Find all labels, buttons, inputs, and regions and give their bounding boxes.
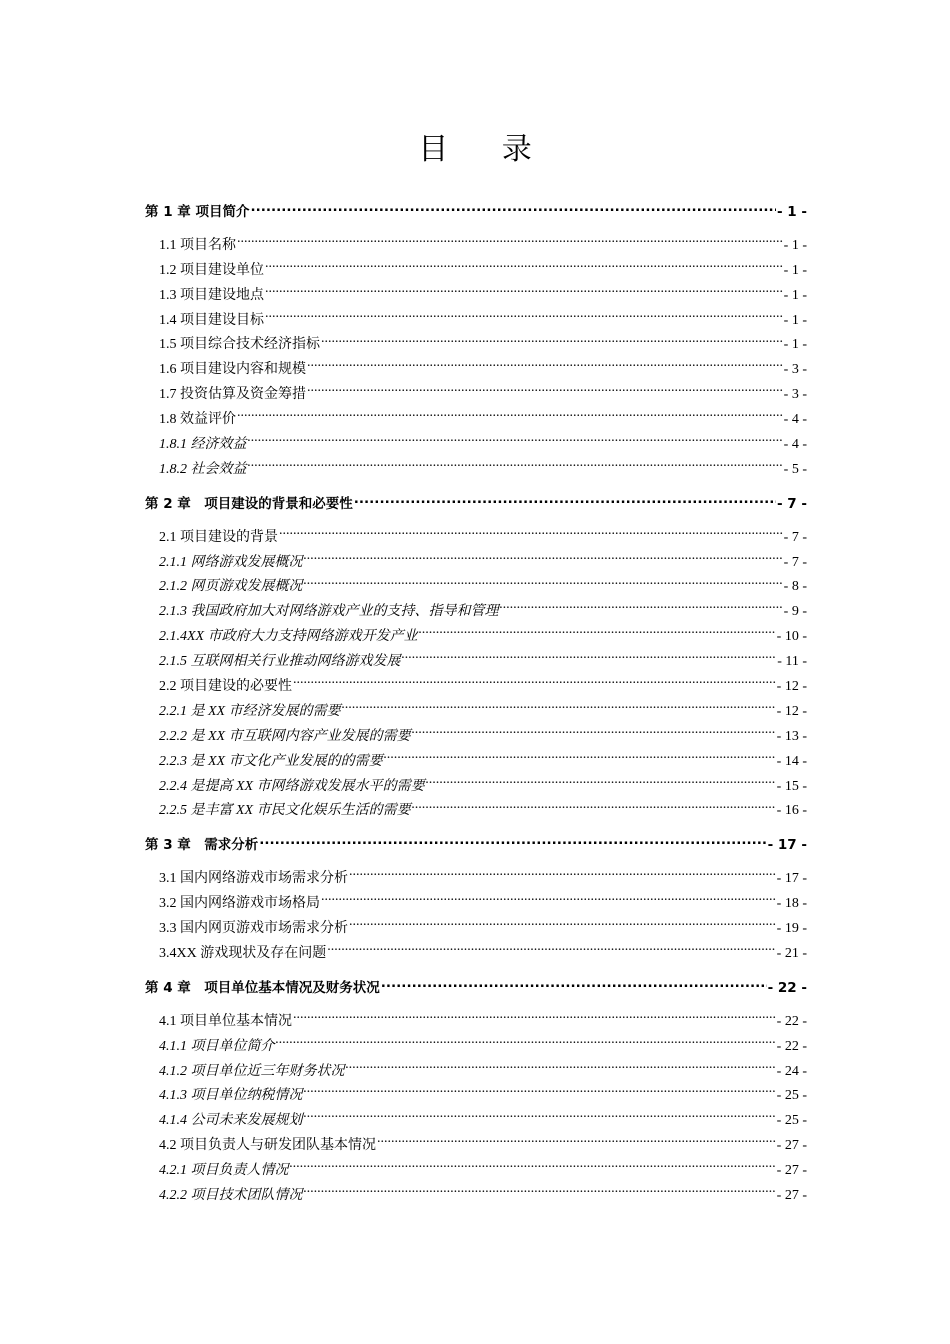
toc-page-number: - 25 -: [776, 1113, 807, 1129]
toc-entry[interactable]: [145, 775, 807, 800]
page-title: 目 录: [418, 132, 554, 167]
toc-dot-leader: [304, 552, 783, 566]
toc-page-number: - 22 -: [776, 1013, 807, 1029]
toc-page-number: - 11 -: [777, 654, 807, 670]
toc-entry-label: 3.4XX 游戏现状及存在问题: [159, 945, 327, 961]
toc-page-number: - 9 -: [783, 604, 807, 620]
toc-entry[interactable]: [145, 234, 807, 259]
toc-page-number: - 24 -: [776, 1063, 807, 1079]
toc-dot-leader: [259, 836, 766, 850]
toc-page-number: - 7 -: [783, 529, 807, 545]
toc-dot-leader: [304, 1085, 776, 1099]
toc-page-number: - 1 -: [783, 287, 807, 303]
toc-dot-leader: [500, 601, 783, 615]
toc-dot-leader: [377, 1135, 776, 1149]
toc-entry[interactable]: [145, 1109, 807, 1134]
toc-chapter-entry[interactable]: [145, 976, 807, 1001]
toc-dot-leader: [327, 943, 775, 957]
toc-dot-leader: [265, 285, 783, 299]
toc-dot-leader: [248, 459, 783, 473]
toc-page-number: - 4 -: [783, 437, 807, 453]
toc-entry[interactable]: [145, 333, 807, 358]
toc-entry[interactable]: [145, 1084, 807, 1109]
toc-entry[interactable]: [145, 526, 807, 551]
toc-dot-leader: [419, 626, 776, 640]
toc-entry[interactable]: [145, 259, 807, 284]
toc-dot-leader: [290, 1160, 776, 1174]
toc-entry-label: 2.1.4XX 市政府大力支持网络游戏开发产业: [159, 629, 418, 645]
toc-page-number: - 8 -: [783, 579, 807, 595]
toc-page-number: - 5 -: [783, 461, 807, 477]
toc-dot-leader: [293, 1011, 776, 1025]
toc-page-number: - 1 -: [783, 262, 807, 278]
toc-dot-leader: [248, 434, 783, 448]
toc-dot-leader: [237, 235, 783, 249]
toc-entry-label: 第 1 章 项目简介: [145, 204, 250, 220]
toc-dot-leader: [349, 918, 776, 932]
toc-page-number: - 27 -: [776, 1187, 807, 1203]
toc-entry-label: 第 2 章 项目建设的背景和必要性: [145, 495, 353, 512]
toc-dot-leader: [321, 893, 776, 907]
toc-entry[interactable]: [145, 309, 807, 334]
toc-entry[interactable]: [145, 551, 807, 576]
toc-entry[interactable]: [145, 725, 807, 750]
toc-chapter-entry[interactable]: [145, 492, 807, 517]
toc-entry[interactable]: [145, 750, 807, 775]
toc-dot-leader: [293, 676, 776, 690]
toc-entry[interactable]: [145, 1035, 807, 1060]
toc-entry[interactable]: [145, 917, 807, 942]
toc-page-number: - 1 -: [777, 204, 807, 220]
toc-entry-label: 1.7 投资估算及资金筹措: [159, 387, 306, 403]
toc-dot-leader: [342, 701, 776, 715]
toc-entry-label: 2.2.1 是 XX 市经济发展的需要: [159, 703, 341, 719]
toc-page-number: - 22 -: [767, 979, 807, 996]
toc-dot-leader: [384, 751, 776, 765]
toc-dot-leader: [265, 260, 783, 274]
toc-dot-leader: [412, 726, 776, 740]
toc-entry-label: 1.8.2 社会效益: [159, 461, 247, 477]
toc-entry-label: 3.1 国内网络游戏市场需求分析: [159, 871, 348, 887]
toc-entry[interactable]: [145, 408, 807, 433]
toc-entry-label: 2.1.1 网络游戏发展概况: [159, 554, 303, 570]
toc-entry[interactable]: [145, 600, 807, 625]
toc-page-number: - 18 -: [776, 896, 807, 912]
toc-entry-label: 1.3 项目建设地点: [159, 287, 264, 303]
toc-page-number: - 25 -: [776, 1088, 807, 1104]
toc-entry[interactable]: [145, 383, 807, 408]
toc-entry-label: 1.2 项目建设单位: [159, 262, 264, 278]
toc-page-number: - 21 -: [776, 945, 807, 961]
toc-entry-label: 2.1.2 网页游戏发展概况: [159, 579, 303, 595]
table-of-contents: [145, 200, 807, 1209]
toc-page-number: - 7 -: [783, 554, 807, 570]
toc-entry[interactable]: [145, 1134, 807, 1159]
toc-entry-label: 1.4 项目建设目标: [159, 312, 264, 328]
toc-dot-leader: [381, 978, 767, 992]
toc-entry[interactable]: [145, 433, 807, 458]
toc-entry[interactable]: [145, 1159, 807, 1184]
toc-page-number: - 1 -: [783, 237, 807, 253]
toc-entry-label: 4.1 项目单位基本情况: [159, 1013, 292, 1029]
toc-page-number: - 12 -: [776, 703, 807, 719]
toc-page-number: - 4 -: [783, 412, 807, 428]
toc-dot-leader: [304, 1185, 776, 1199]
toc-entry-label: 第 3 章 需求分析: [145, 837, 259, 854]
toc-dot-leader: [265, 310, 783, 324]
toc-entry-label: 1.8 效益评价: [159, 412, 236, 428]
toc-dot-leader: [402, 651, 777, 665]
toc-entry-label: 4.1.1 项目单位简介: [159, 1038, 275, 1054]
toc-dot-leader: [276, 1036, 776, 1050]
toc-dot-leader: [304, 1110, 776, 1124]
toc-entry[interactable]: [145, 892, 807, 917]
toc-entry-label: 1.5 项目综合技术经济指标: [159, 337, 320, 353]
toc-entry-label: 4.1.3 项目单位纳税情况: [159, 1088, 303, 1104]
toc-page-number: - 10 -: [776, 629, 807, 645]
toc-entry-label: 2.1.3 我国政府加大对网络游戏产业的支持、指导和管理: [159, 604, 499, 620]
toc-entry[interactable]: [145, 1060, 807, 1085]
toc-entry-label: 3.2 国内网络游戏市场格局: [159, 896, 320, 912]
toc-page-number: - 12 -: [776, 679, 807, 695]
toc-entry[interactable]: [145, 575, 807, 600]
toc-page-number: - 22 -: [776, 1038, 807, 1054]
toc-entry-label: 2.2.3 是 XX 市文化产业发展的的需要: [159, 753, 383, 769]
toc-entry-label: 4.1.2 项目单位近三年财务状况: [159, 1063, 345, 1079]
toc-entry-label: 2.2 项目建设的必要性: [159, 679, 292, 695]
toc-entry[interactable]: [145, 675, 807, 700]
toc-page-number: - 27 -: [776, 1163, 807, 1179]
toc-dot-leader: [354, 494, 776, 508]
toc-page-number: - 19 -: [776, 921, 807, 937]
toc-page-number: - 17 -: [776, 871, 807, 887]
toc-dot-leader: [349, 868, 776, 882]
toc-dot-leader: [237, 409, 783, 423]
toc-page-number: - 17 -: [767, 837, 807, 854]
toc-entry[interactable]: [145, 799, 807, 824]
toc-entry-label: 1.6 项目建设内容和规模: [159, 362, 306, 378]
toc-page-number: - 1 -: [783, 312, 807, 328]
toc-dot-leader: [321, 334, 783, 348]
toc-page-number: - 7 -: [777, 495, 807, 512]
toc-entry[interactable]: [145, 942, 807, 967]
toc-dot-leader: [279, 527, 783, 541]
toc-entry[interactable]: [145, 284, 807, 309]
toc-dot-leader: [426, 776, 776, 790]
toc-chapter-entry[interactable]: [145, 200, 807, 225]
toc-entry[interactable]: [145, 625, 807, 650]
toc-dot-leader: [251, 203, 777, 217]
toc-page-number: - 16 -: [776, 803, 807, 819]
toc-entry[interactable]: [145, 1010, 807, 1035]
toc-entry[interactable]: [145, 700, 807, 725]
toc-entry-label: 4.1.4 公司未来发展规划: [159, 1113, 303, 1129]
toc-page-number: - 1 -: [783, 337, 807, 353]
toc-chapter-entry[interactable]: [145, 833, 807, 858]
toc-entry-label: 2.2.5 是丰富 XX 市民文化娱乐生活的需要: [159, 803, 411, 819]
toc-entry-label: 2.1.5 互联网相关行业推动网络游戏发展: [159, 654, 401, 670]
toc-dot-leader: [412, 800, 776, 814]
toc-page-number: - 14 -: [776, 753, 807, 769]
toc-dot-leader: [346, 1061, 776, 1075]
toc-dot-leader: [307, 359, 783, 373]
toc-entry[interactable]: [145, 650, 807, 675]
toc-entry-label: 1.8.1 经济效益: [159, 437, 247, 453]
toc-entry[interactable]: [145, 358, 807, 383]
toc-entry-label: 4.2.2 项目技术团队情况: [159, 1187, 303, 1203]
toc-entry[interactable]: [145, 867, 807, 892]
toc-entry-label: 2.2.4 是提高 XX 市网络游戏发展水平的需要: [159, 778, 425, 794]
toc-entry-label: 第 4 章 项目单位基本情况及财务状况: [145, 979, 380, 996]
toc-entry-label: 4.2 项目负责人与研发团队基本情况: [159, 1138, 376, 1154]
toc-entry-label: 1.1 项目名称: [159, 237, 236, 253]
toc-entry-label: 2.2.2 是 XX 市互联网内容产业发展的需要: [159, 728, 411, 744]
toc-dot-leader: [304, 576, 783, 590]
toc-dot-leader: [307, 384, 783, 398]
toc-entry[interactable]: [145, 458, 807, 483]
toc-entry-label: 4.2.1 项目负责人情况: [159, 1163, 289, 1179]
toc-entry-label: 3.3 国内网页游戏市场需求分析: [159, 921, 348, 937]
toc-page-number: - 15 -: [776, 778, 807, 794]
toc-page-number: - 3 -: [783, 387, 807, 403]
toc-page-number: - 3 -: [783, 362, 807, 378]
toc-page-number: - 27 -: [776, 1138, 807, 1154]
toc-entry-label: 2.1 项目建设的背景: [159, 529, 278, 545]
toc-page-number: - 13 -: [776, 728, 807, 744]
toc-entry[interactable]: [145, 1184, 807, 1209]
